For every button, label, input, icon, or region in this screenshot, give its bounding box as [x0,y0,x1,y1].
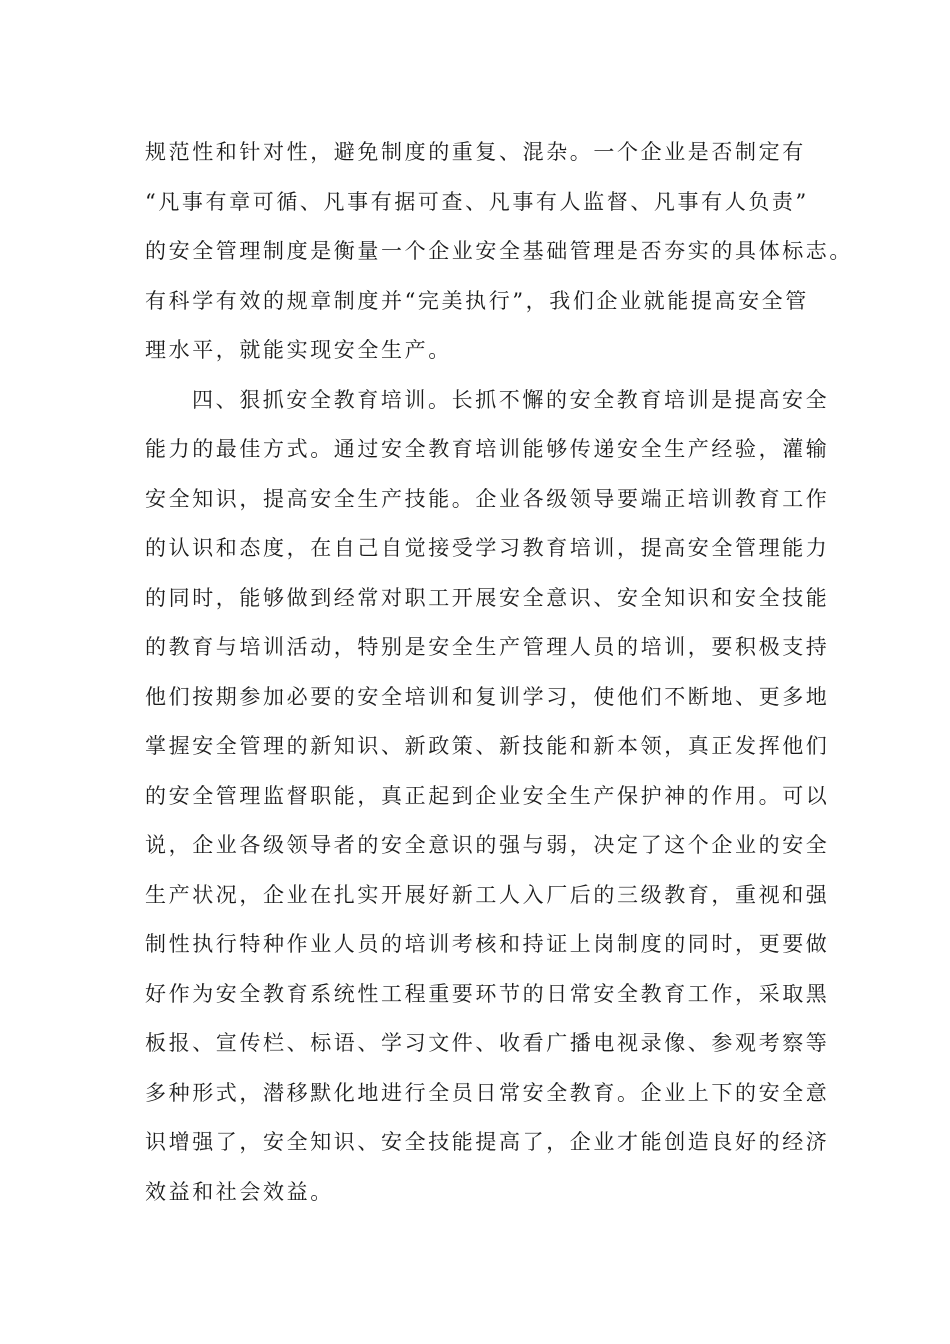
text-line: 说，企业各级领导者的安全意识的强与弱，决定了这个企业的安全 [145,833,830,857]
text-line: 他们按期参加必要的安全培训和复训学习，使他们不断地、更多地 [145,684,830,709]
text-line: 好作为安全教育系统性工程重要环节的日常安全教育工作，采取黑 [145,981,830,1006]
text-line: 有科学有效的规章制度并“完美执行”，我们企业就能提高安全管 [145,288,809,313]
text-line: 的同时，能够做到经常对职工开展安全意识、安全知识和安全技能 [145,585,830,610]
text-line: 安全知识，提高安全生产技能。企业各级领导要端正培训教育工作 [145,486,830,511]
text-line: 的认识和态度，在自己自觉接受学习教育培训，提高安全管理能力 [145,536,830,560]
text-line: 制性执行特种作业人员的培训考核和持证上岗制度的同时，更要做 [145,932,830,956]
text-line: 能力的最佳方式。通过安全教育培训能够传递安全生产经验，灌输 [145,437,830,461]
text-line: 效益和社会效益。 [145,1179,334,1204]
text-line: 的安全管理监督职能，真正起到企业安全生产保护神的作用。可以 [145,783,830,808]
text-line: 的教育与培训活动，特别是安全生产管理人员的培训，要积极支持 [145,635,830,659]
text-line: 多种形式，潜移默化地进行全员日常安全教育。企业上下的安全意 [145,1080,830,1105]
text-line: 理水平，就能实现安全生产。 [145,338,452,362]
text-line: 规范性和针对性，避免制度的重复、混杂。一个企业是否制定有 [145,140,806,164]
text-line: “凡事有章可循、凡事有据可查、凡事有人监督、凡事有人负责” [145,189,809,214]
text-line: 识增强了，安全知识、安全技能提高了，企业才能创造良好的经济 [145,1130,830,1154]
text-line: 的安全管理制度是衡量一个企业安全基础管理是否夯实的具体标志。 [145,239,853,263]
text-line: 掌握安全管理的新知识、新政策、新技能和新本领，真正发挥他们 [145,734,830,758]
paragraph-start-line: 四、狠抓安全教育培训。长抓不懈的安全教育培训是提高安全 [192,387,830,412]
text-line: 生产状况，企业在扎实开展好新工人入厂后的三级教育，重视和强 [145,882,830,907]
text-line: 板报、宣传栏、标语、学习文件、收看广播电视录像、参观考察等 [145,1031,830,1055]
body-text [145,128,853,1217]
